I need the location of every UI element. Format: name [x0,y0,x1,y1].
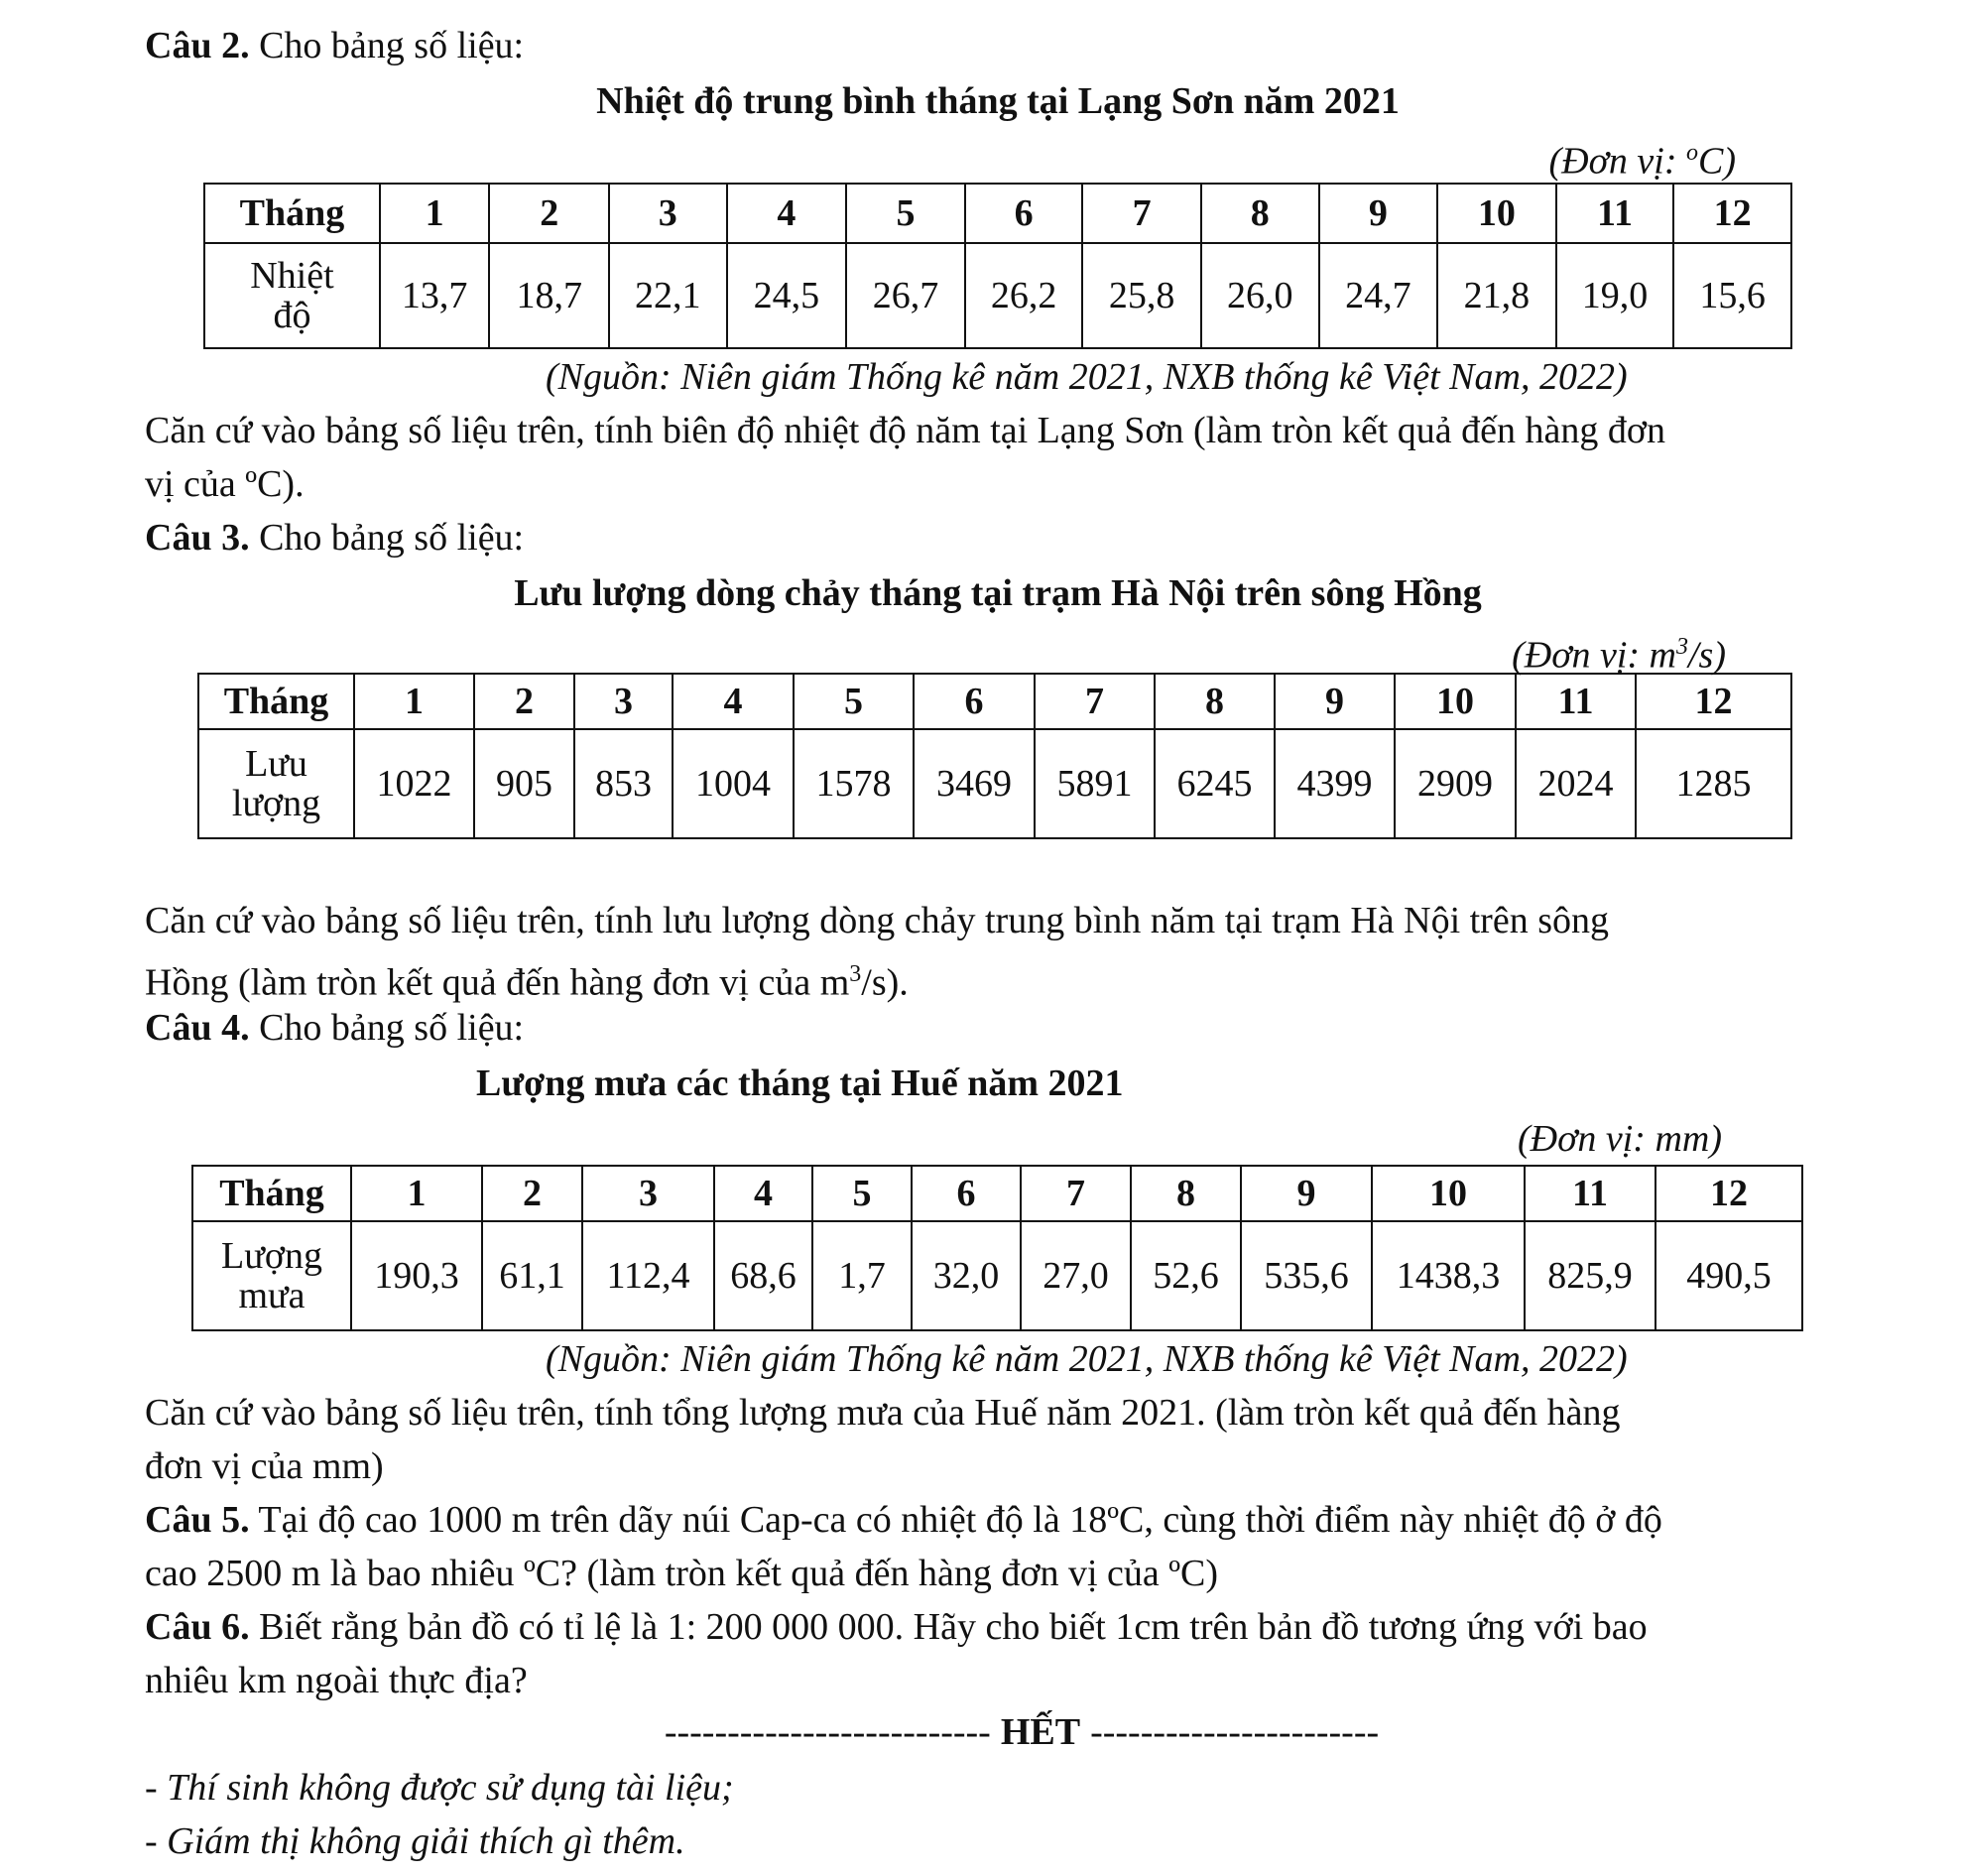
q4-value-cell: 1438,3 [1372,1221,1525,1330]
q2-value-cell: 18,7 [489,243,609,348]
q3-month-cell: 10 [1395,674,1516,729]
q4-question-line-2: đơn vị của mm) [145,1445,384,1487]
q4-month-cell: 3 [582,1166,714,1221]
q3-value-cell: 5891 [1035,729,1155,838]
q2-question-line-2: vị của ºC). [145,463,305,505]
q3-question-line-1: Căn cứ vào bảng số liệu trên, tính lưu lượng dòng chảy trung bình năm tại trạm Hà Nội trên sông [145,900,1609,941]
q2-value-cell: 19,0 [1556,243,1674,348]
q4-value-cell: 190,3 [351,1221,482,1330]
q4-value-cell: 68,6 [714,1221,812,1330]
q3-value-cell: 905 [474,729,574,838]
q4-month-cell: 4 [714,1166,812,1221]
q3-month-header: Tháng [198,674,354,729]
q4-month-cell: 8 [1131,1166,1241,1221]
q4-value-row [192,1221,1802,1330]
q4-heading [145,1002,1846,1054]
q3-month-cell: 7 [1035,674,1155,729]
q2-value-cell: 24,7 [1319,243,1438,348]
q4-month-cell: 1 [351,1166,482,1221]
q4-month-cell: 11 [1525,1166,1655,1221]
q3-value-header: Lưu lượng [198,729,354,838]
footer-note-2: - Giám thị không giải thích gì thêm. [145,1820,685,1862]
q3-value-cell: 1285 [1636,729,1791,838]
q4-month-cell: 9 [1241,1166,1372,1221]
q4-rainfall-table [191,1165,1803,1331]
q3-month-cell: 8 [1155,674,1275,729]
q2-table-title: Nhiệt độ trung bình tháng tại Lạng Sơn năm 2021 [596,80,1400,122]
q2-month-cell: 3 [609,184,727,243]
q3-month-cell: 2 [474,674,574,729]
q3-month-cell: 9 [1275,674,1395,729]
q2-month-row [204,184,1791,243]
q2-month-cell: 10 [1437,184,1556,243]
q2-source: (Nguồn: Niên giám Thống kê năm 2021, NXB thống kê Việt Nam, 2022) [546,356,1628,398]
q3-month-cell: 5 [794,674,914,729]
q6-line-2: nhiêu km ngoài thực địa? [145,1660,528,1701]
q3-intro: Cho bảng số liệu: [249,517,525,559]
q4-month-header: Tháng [192,1166,351,1221]
q2-value-cell: 26,2 [965,243,1083,348]
q3-value-cell: 853 [574,729,673,838]
q4-intro: Cho bảng số liệu: [249,1007,525,1049]
q3-value-cell: 1578 [794,729,914,838]
q3-unit: (Đơn vị: $m^3/s$) [1512,634,1726,677]
q2-value-cell: 15,6 [1673,243,1791,348]
q3-flow-table [197,673,1792,839]
q3-month-cell: 6 [914,674,1035,729]
q5-line-2: cao 2500 m là bao nhiêu ºC? (làm tròn kết quả đến hàng đơn vị của ºC) [145,1553,1219,1594]
q3-question-line-2: Hồng (làm tròn kết quả đến hàng đơn vị của $m^3/s$). [145,961,909,1004]
q2-value-cell: 25,8 [1082,243,1201,348]
q2-question-line-1: Căn cứ vào bảng số liệu trên, tính biên độ nhiệt độ năm tại Lạng Sơn (làm tròn kết quả đến hàng đơn [145,410,1665,451]
q2-value-row [204,243,1791,348]
q3-value-cell: 1004 [673,729,794,838]
q3-month-row [198,674,1791,729]
q4-value-header: Lượng mưa [192,1221,351,1330]
q4-table-title: Lượng mưa các tháng tại Huế năm 2021 [476,1063,1124,1104]
q3-month-cell: 1 [354,674,474,729]
q2-month-cell: 2 [489,184,609,243]
q4-value-cell: 61,1 [482,1221,582,1330]
q3-table-title: Lưu lượng dòng chảy tháng tại trạm Hà Nội trên sông Hồng [514,572,1482,614]
q6-line-1: Câu 6. Biết rằng bản đồ có tỉ lệ là 1: 200 000 000. Hãy cho biết 1cm trên bản đồ tương ứng với bao [145,1606,1648,1648]
q2-month-cell: 12 [1673,184,1791,243]
q3-value-row [198,729,1791,838]
q2-month-cell: 4 [727,184,847,243]
q2-month-cell: 8 [1201,184,1319,243]
q4-value-cell: 32,0 [912,1221,1021,1330]
q2-label: Câu 2. [145,25,250,66]
q2-value-header: Nhiệt độ [204,243,380,348]
q4-value-cell: 27,0 [1021,1221,1131,1330]
q4-source: (Nguồn: Niên giám Thống kê năm 2021, NXB thống kê Việt Nam, 2022) [546,1338,1628,1380]
q4-month-cell: 5 [812,1166,912,1221]
q2-month-cell: 1 [380,184,490,243]
q3-month-cell: 12 [1636,674,1791,729]
q2-value-cell: 26,7 [846,243,965,348]
q3-value-cell: 2909 [1395,729,1516,838]
q2-temperature-table [203,183,1792,349]
end-label: HẾT [1000,1711,1081,1753]
q4-value-cell: 490,5 [1655,1221,1802,1330]
q5-line-1: Câu 5. Tại độ cao 1000 m trên dãy núi Cap-ca có nhiệt độ là 18ºC, cùng thời điểm này nhiệt độ ở độ [145,1499,1662,1541]
footer-note-1: - Thí sinh không được sử dụng tài liệu; [145,1767,734,1809]
q3-value-cell: 6245 [1155,729,1275,838]
q3-month-cell: 11 [1516,674,1636,729]
q4-value-cell: 52,6 [1131,1221,1241,1330]
q5-label: Câu 5. [145,1499,250,1541]
q2-value-cell: 24,5 [727,243,847,348]
q2-value-cell: 26,0 [1201,243,1319,348]
q3-month-cell: 4 [673,674,794,729]
q2-value-cell: 22,1 [609,243,727,348]
q4-value-cell: 825,9 [1525,1221,1655,1330]
q4-question-line-1: Căn cứ vào bảng số liệu trên, tính tổng lượng mưa của Huế năm 2021. (làm tròn kết quả đến hàng [145,1392,1621,1434]
q4-month-cell: 10 [1372,1166,1525,1221]
q3-month-cell: 3 [574,674,673,729]
q4-month-cell: 2 [482,1166,582,1221]
q6-label: Câu 6. [145,1606,250,1648]
q2-intro: Cho bảng số liệu: [249,25,525,66]
q4-month-cell: 7 [1021,1166,1131,1221]
q4-unit: (Đơn vị: mm) [1518,1118,1722,1160]
q4-value-cell: 1,7 [812,1221,912,1330]
q2-month-cell: 11 [1556,184,1674,243]
q3-value-cell: 3469 [914,729,1035,838]
q3-value-cell: 1022 [354,729,474,838]
q2-month-cell: 9 [1319,184,1438,243]
q3-value-cell: 2024 [1516,729,1636,838]
q2-month-cell: 5 [846,184,965,243]
q4-month-cell: 12 [1655,1166,1802,1221]
end-marker: -------------------------- HẾT ----------------------- [664,1711,1380,1753]
q4-value-cell: 535,6 [1241,1221,1372,1330]
q4-month-row [192,1166,1802,1221]
q2-value-cell: 21,8 [1437,243,1556,348]
q3-value-cell: 4399 [1275,729,1395,838]
q2-unit: (Đơn vị: $^o$C) [1548,140,1736,183]
q2-heading [145,20,1846,71]
q3-label: Câu 3. [145,517,250,559]
q4-value-cell: 112,4 [582,1221,714,1330]
q4-label: Câu 4. [145,1007,250,1049]
q4-month-cell: 6 [912,1166,1021,1221]
q3-heading [145,512,1846,563]
q2-value-cell: 13,7 [380,243,490,348]
q2-month-cell: 6 [965,184,1083,243]
q2-month-header: Tháng [204,184,380,243]
q2-month-cell: 7 [1082,184,1201,243]
